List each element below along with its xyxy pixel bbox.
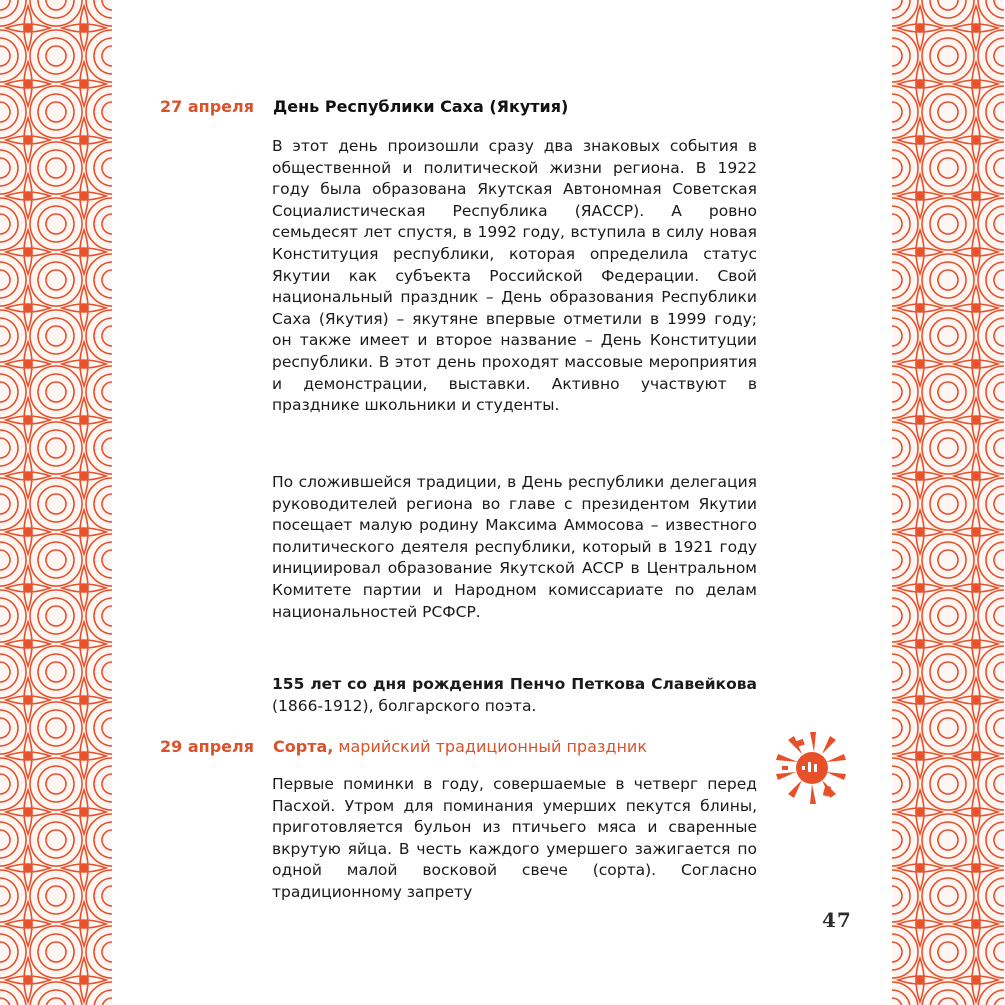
page-number: 47 (822, 908, 852, 932)
left-ornamental-border (0, 0, 112, 1005)
anniversary-note (272, 674, 757, 717)
entry-paragraph-3: Первые поминки в году, совершаемые в четверг перед Пасхой. Утром для поминания умерших пекутся блины, приготовляется бульон из птичьего мяса и сваренные вкрутую яйца. В честь каждого умершего зажигается по одной малой восковой свече (сорта). Согласно традиционному запрету (272, 775, 757, 901)
right-border-pattern (892, 0, 1004, 1005)
sorta-subtitle: марийский традиционный праздник (333, 737, 647, 756)
anniversary-bold: 155 лет со дня рождения Пенчо Петкова Славейкова (272, 675, 757, 693)
anniversary-rest: (1866-1912), болгарского поэта. (272, 696, 537, 715)
entry-title-yakutia-day: День Республики Саха (Якутия) (273, 97, 569, 116)
sun-burst-emblem-icon (772, 726, 852, 806)
entry-paragraph-1: В этот день произошли сразу два знаковых события в общественной и политической жизни региона. В 1922 году была образована Якутская Автономная Советская Социалистическая Республика (ЯАССР). А ровно семьдесят лет спустя, в 1992 году, вступила в силу новая Конституция республики, которая определила статус Якутии как субъекта Российской Федерации. Свой национальный праздник – День образования Республики Саха (Якутия) – якутяне впервые отметили в 1999 году; он также имеет и второе название – День Конституции республики. В этот день проходят массовые мероприятия и демонстрации, выставки. Активно участвуют в празднике школьники и студенты. (272, 137, 757, 415)
entry-title-sorta (273, 737, 763, 756)
left-border-pattern (0, 0, 112, 1005)
entry-date-april-27: 27 апреля (160, 97, 254, 116)
entry-date-april-29: 29 апреля (160, 737, 254, 756)
right-ornamental-border (892, 0, 1004, 1005)
sorta-title: Сорта, (273, 737, 334, 756)
entry-paragraph-2: По сложившейся традиции, в День республики делегация руководителей региона во главе с президентом Якутии посещает малую родину Максима Аммосова – известного политического деятеля республики, который в 1921 году инициировал образование Якутской АССР в Центральном Комитете партии и Народном комиссариате по делам национальностей РСФСР. (272, 473, 757, 621)
